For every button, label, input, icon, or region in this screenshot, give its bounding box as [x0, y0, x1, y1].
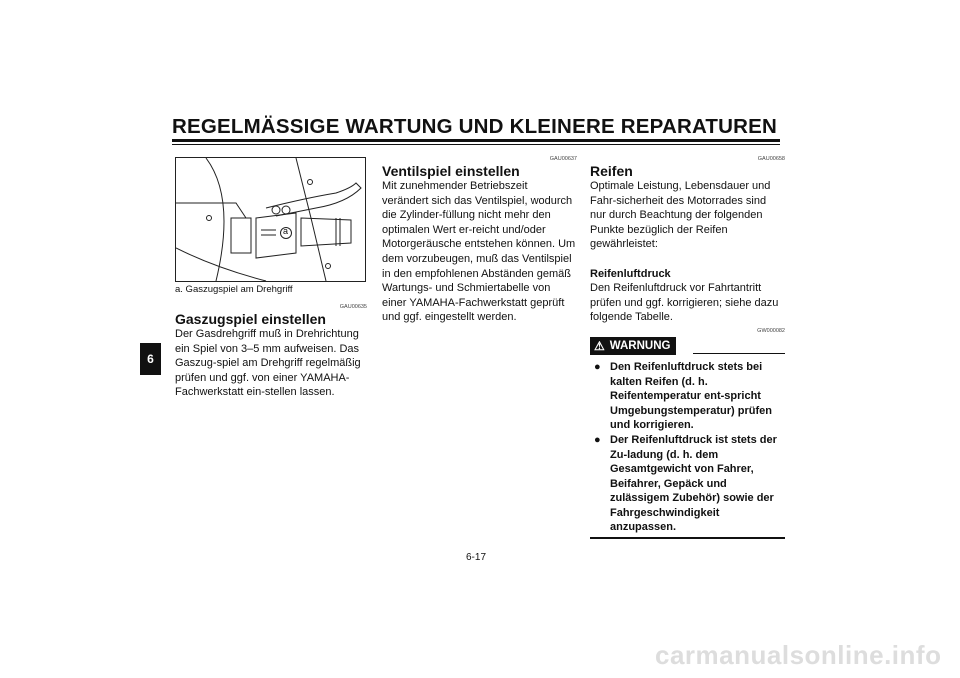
column-left — [175, 156, 367, 400]
title-rule-thick — [172, 139, 780, 142]
warning-code: GW000082 — [757, 327, 785, 334]
warning-item — [590, 360, 785, 433]
warning-label: WARNUNG — [609, 339, 671, 352]
warning-rule — [693, 353, 785, 354]
section-text: Mit zunehmender Betriebszeit verändert sich das Ventilspiel, wodurch die Zylinder-füllung nicht mehr den optimalen Wert er-reicht und/oder Motorgeräusche entstehen können. Um dem vorzubeugen, muß das Ventilspiel in den empfohlenen Abständen gemäß Wartungs- und Schmiertabelle von einer YAMAHA-Fachwerkstatt geprüft und ggf. eingestellt werden. — [382, 180, 576, 324]
section-code: GAU00635 — [339, 304, 367, 310]
section-text — [590, 179, 785, 325]
warning-item — [590, 433, 785, 535]
watermark: carmanualsonline.info — [655, 640, 942, 670]
warning-box — [590, 337, 785, 539]
warning-triangle-icon: ⚠ — [594, 338, 605, 353]
callout-label: a — [283, 226, 289, 236]
figure-caption: a. Gaszugspiel am Drehgriff — [175, 284, 293, 295]
section-heading: Reifen — [590, 163, 633, 179]
chapter-tab: 6 — [140, 343, 161, 375]
throttle-grip-illustration — [175, 157, 366, 282]
bullet-icon: ● — [594, 360, 601, 373]
section-code: GAU00637 — [549, 156, 577, 162]
warning-item-text: Den Reifenluftdruck stets bei kalten Reifen (d. h. Reifentemperatur ent-spricht Umgebungstemperatur) prüfen und korrigieren. — [610, 360, 772, 432]
title-rule-thin — [172, 144, 780, 145]
section-heading: Gaszugspiel einstellen — [175, 311, 326, 327]
warning-badge — [590, 337, 676, 355]
column-right — [590, 156, 785, 539]
section-text: Der Gasdrehgriff muß in Drehrichtung ein Spiel von 3–5 mm aufweisen. Das Gaszug-spiel am Drehgriff regelmäßig prüfen und ggf. von einer YAMAHA-Fachwerkstatt ein-stellen lassen. — [175, 328, 361, 399]
warning-end-rule — [590, 537, 785, 539]
warning-item-text: Der Reifenluftdruck ist stets der Zu-ladung (d. h. dem Gesamtgewicht von Fahrer, Beifahrer, Gepäck und zulässigem Zubehör) sowie der Fahrgeschwindigkeit anzupassen. — [610, 433, 777, 534]
page-number: 6-17 — [466, 552, 487, 563]
warning-list — [590, 360, 785, 535]
subsection-text: Den Reifenluftdruck vor Fahrtantritt prüfen und ggf. korrigieren; siehe dazu folgende Tabelle. — [590, 282, 779, 324]
column-middle — [382, 156, 577, 325]
page-title: REGELMÄSSIGE WARTUNG UND KLEINERE REPARATUREN — [172, 115, 778, 138]
subheading: Reifenluftdruck — [590, 267, 671, 280]
section-code: GAU00658 — [757, 156, 785, 162]
bullet-icon: ● — [594, 433, 601, 446]
section-heading: Ventilspiel einstellen — [382, 163, 520, 179]
section-paragraph: Optimale Leistung, Lebensdauer und Fahr-sicherheit des Motorrades sind nur durch Beachtung der folgenden Punkte bezüglich der Reifen gewährleistet: — [590, 180, 771, 251]
